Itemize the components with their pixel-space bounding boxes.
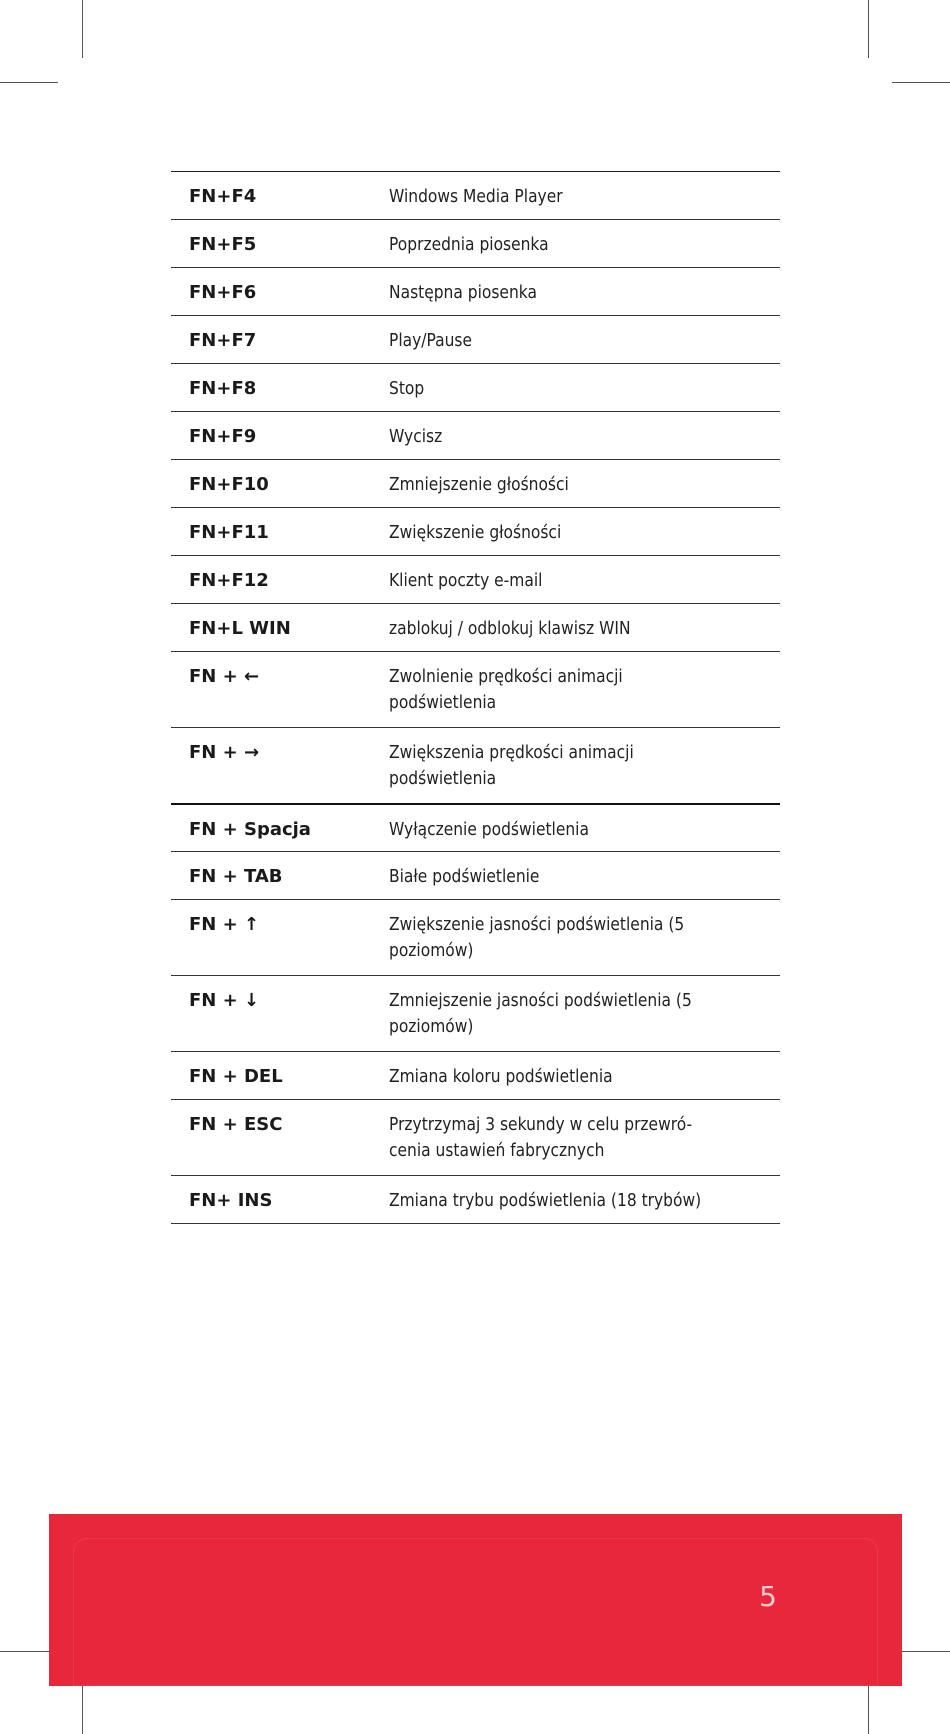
table-row: [171, 460, 780, 508]
shortcut-description: Wyłączenie podświetlenia: [389, 819, 589, 840]
table-row: [171, 1100, 780, 1176]
table-row: [171, 976, 780, 1052]
crop-mark: [0, 82, 58, 83]
shortcut-description: Zwiększenie głośności: [389, 522, 562, 543]
shortcut-key: FN+F6: [189, 282, 257, 303]
shortcut-description: Stop: [389, 378, 425, 399]
shortcut-description: Windows Media Player: [389, 186, 563, 207]
shortcut-key: FN + TAB: [189, 866, 283, 887]
table-row: [171, 604, 780, 652]
shortcut-description: Zwiększenie jasności podświetlenia (5 poziomów): [389, 914, 685, 961]
shortcut-key: FN+F10: [189, 474, 269, 495]
shortcut-description: Poprzednia piosenka: [389, 234, 549, 255]
crop-mark: [892, 82, 950, 83]
table-row: [171, 728, 780, 805]
crop-mark: [868, 0, 869, 58]
table-row: [171, 220, 780, 268]
shortcut-key: FN+F4: [189, 186, 257, 207]
table-row: [171, 268, 780, 316]
shortcut-key: FN + ←: [189, 666, 260, 687]
shortcut-description: Play/Pause: [389, 330, 473, 351]
shortcut-key: FN + ESC: [189, 1114, 283, 1135]
shortcut-table: [171, 171, 780, 1224]
table-row: [171, 508, 780, 556]
shortcut-description: zablokuj / odblokuj klawisz WIN: [389, 618, 631, 639]
table-row: [171, 412, 780, 460]
shortcut-key: FN + ↓: [189, 990, 260, 1011]
footer-inner-frame: [73, 1538, 878, 1686]
table-row: [171, 652, 780, 728]
table-row: [171, 852, 780, 900]
table-row: [171, 316, 780, 364]
shortcut-description: Wycisz: [389, 426, 443, 447]
shortcut-description: Następna piosenka: [389, 282, 537, 303]
shortcut-key: FN+F11: [189, 522, 269, 543]
shortcut-key: FN + Spacja: [189, 819, 311, 840]
table-row: [171, 364, 780, 412]
footer-band: [49, 1514, 902, 1686]
table-row: [171, 556, 780, 604]
shortcut-key: FN+L WIN: [189, 618, 291, 639]
shortcut-key: FN+F9: [189, 426, 257, 447]
shortcut-description: Zmiana koloru podświetlenia: [389, 1066, 613, 1087]
shortcut-key: FN+ INS: [189, 1190, 273, 1211]
shortcut-description: Zmniejszenie jasności podświetlenia (5 poziomów): [389, 990, 692, 1037]
table-row: [171, 1052, 780, 1100]
table-row: [171, 900, 780, 976]
table-row: [171, 172, 780, 220]
shortcut-description: Zwolnienie prędkości animacji podświetlenia: [389, 666, 623, 713]
table-row: [171, 1176, 780, 1224]
table-row: [171, 805, 780, 852]
shortcut-key: FN + →: [189, 742, 260, 763]
shortcut-key: FN + DEL: [189, 1066, 283, 1087]
shortcut-key: FN+F8: [189, 378, 257, 399]
shortcut-description: Zmniejszenie głośności: [389, 474, 569, 495]
shortcut-key: FN+F5: [189, 234, 257, 255]
shortcut-description: Klient poczty e-mail: [389, 570, 543, 591]
crop-mark: [82, 0, 83, 58]
shortcut-key: FN+F7: [189, 330, 257, 351]
shortcut-description: Przytrzymaj 3 sekundy w celu przewró- cenia ustawień fabrycznych: [389, 1114, 693, 1161]
shortcut-description: Zmiana trybu podświetlenia (18 trybów): [389, 1190, 702, 1211]
page-number: 5: [759, 1580, 778, 1613]
shortcut-description: Białe podświetlenie: [389, 866, 540, 887]
shortcut-key: FN+F12: [189, 570, 269, 591]
shortcut-description: Zwiększenia prędkości animacji podświetlenia: [389, 742, 634, 789]
shortcut-key: FN + ↑: [189, 914, 260, 935]
